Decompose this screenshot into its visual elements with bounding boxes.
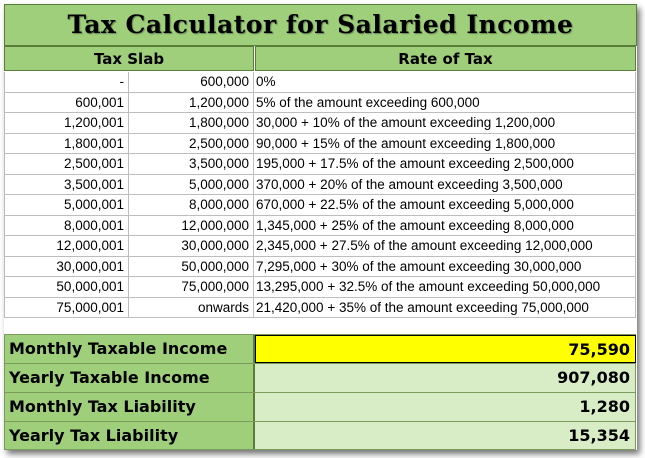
monthly-taxable-income-row: [4, 334, 636, 363]
slab-to-cell[interactable]: 2,500,000: [129, 134, 254, 154]
rate-cell[interactable]: 0%: [254, 72, 636, 92]
table-row: [4, 113, 636, 134]
yearly-tax-liability-label: Yearly Tax Liability: [4, 422, 255, 449]
slab-to-cell[interactable]: onwards: [129, 298, 254, 318]
rate-cell[interactable]: 13,295,000 + 32.5% of the amount exceeding 50,000,000: [254, 277, 636, 297]
slab-to-cell[interactable]: 50,000,000: [129, 257, 254, 277]
slab-from-cell[interactable]: 12,000,001: [4, 236, 129, 256]
yearly-tax-liability-row: [4, 421, 636, 450]
slab-to-cell[interactable]: 12,000,000: [129, 216, 254, 236]
rate-cell[interactable]: 1,345,000 + 25% of the amount exceeding 8,000,000: [254, 216, 636, 236]
slab-from-cell[interactable]: 5,000,001: [4, 195, 129, 215]
rate-cell[interactable]: 195,000 + 17.5% of the amount exceeding 2,500,000: [254, 154, 636, 174]
slab-from-cell[interactable]: -: [4, 72, 129, 92]
rate-cell[interactable]: 21,420,000 + 35% of the amount exceeding 75,000,000: [254, 298, 636, 318]
summary-table: [4, 334, 636, 450]
page-title: Tax Calculator for Salaried Income: [4, 4, 637, 46]
table-row: [4, 257, 636, 278]
table-row: [4, 93, 636, 114]
rate-cell[interactable]: 30,000 + 10% of the amount exceeding 1,200,000: [254, 113, 636, 133]
slab-from-cell[interactable]: 1,800,001: [4, 134, 129, 154]
yearly-taxable-income-row: [4, 363, 636, 392]
table-row: [4, 195, 636, 216]
tax-slab-header: Tax Slab: [4, 46, 254, 71]
monthly-taxable-income-label: Monthly Taxable Income: [4, 335, 255, 363]
yearly-taxable-income-value[interactable]: 907,080: [255, 364, 636, 392]
slab-to-cell[interactable]: 1,800,000: [129, 113, 254, 133]
slab-to-cell[interactable]: 8,000,000: [129, 195, 254, 215]
table-row: [4, 236, 636, 257]
slab-to-cell[interactable]: 3,500,000: [129, 154, 254, 174]
yearly-tax-liability-value[interactable]: 15,354: [255, 422, 636, 449]
slab-to-cell[interactable]: 75,000,000: [129, 277, 254, 297]
slab-to-cell[interactable]: 600,000: [129, 72, 254, 92]
slab-to-cell[interactable]: 5,000,000: [129, 175, 254, 195]
rate-cell[interactable]: 5% of the amount exceeding 600,000: [254, 93, 636, 113]
slab-from-cell[interactable]: 8,000,001: [4, 216, 129, 236]
rate-of-tax-header: Rate of Tax: [255, 46, 636, 71]
monthly-tax-liability-label: Monthly Tax Liability: [4, 393, 255, 421]
monthly-tax-liability-row: [4, 392, 636, 421]
table-row: [4, 175, 636, 196]
rate-cell[interactable]: 90,000 + 15% of the amount exceeding 1,800,000: [254, 134, 636, 154]
rate-cell[interactable]: 670,000 + 22.5% of the amount exceeding 5,000,000: [254, 195, 636, 215]
rate-cell[interactable]: 2,345,000 + 27.5% of the amount exceeding 12,000,000: [254, 236, 636, 256]
tax-slab-table: [4, 72, 636, 318]
table-row: [4, 134, 636, 155]
slab-from-cell[interactable]: 75,000,001: [4, 298, 129, 318]
slab-from-cell[interactable]: 30,000,001: [4, 257, 129, 277]
rate-cell[interactable]: 7,295,000 + 30% of the amount exceeding 30,000,000: [254, 257, 636, 277]
table-row: [4, 298, 636, 319]
slab-from-cell[interactable]: 2,500,001: [4, 154, 129, 174]
slab-to-cell[interactable]: 30,000,000: [129, 236, 254, 256]
yearly-taxable-income-label: Yearly Taxable Income: [4, 364, 255, 392]
slab-from-cell[interactable]: 3,500,001: [4, 175, 129, 195]
tax-calculator-sheet: [4, 4, 637, 450]
table-row: [4, 216, 636, 237]
slab-from-cell[interactable]: 600,001: [4, 93, 129, 113]
rate-cell[interactable]: 370,000 + 20% of the amount exceeding 3,500,000: [254, 175, 636, 195]
slab-from-cell[interactable]: 1,200,001: [4, 113, 129, 133]
monthly-taxable-income-input[interactable]: 75,590: [255, 335, 636, 363]
table-row: [4, 277, 636, 298]
monthly-tax-liability-value[interactable]: 1,280: [255, 393, 636, 421]
slab-from-cell[interactable]: 50,000,001: [4, 277, 129, 297]
table-row: [4, 154, 636, 175]
slab-to-cell[interactable]: 1,200,000: [129, 93, 254, 113]
table-row: [4, 72, 636, 93]
